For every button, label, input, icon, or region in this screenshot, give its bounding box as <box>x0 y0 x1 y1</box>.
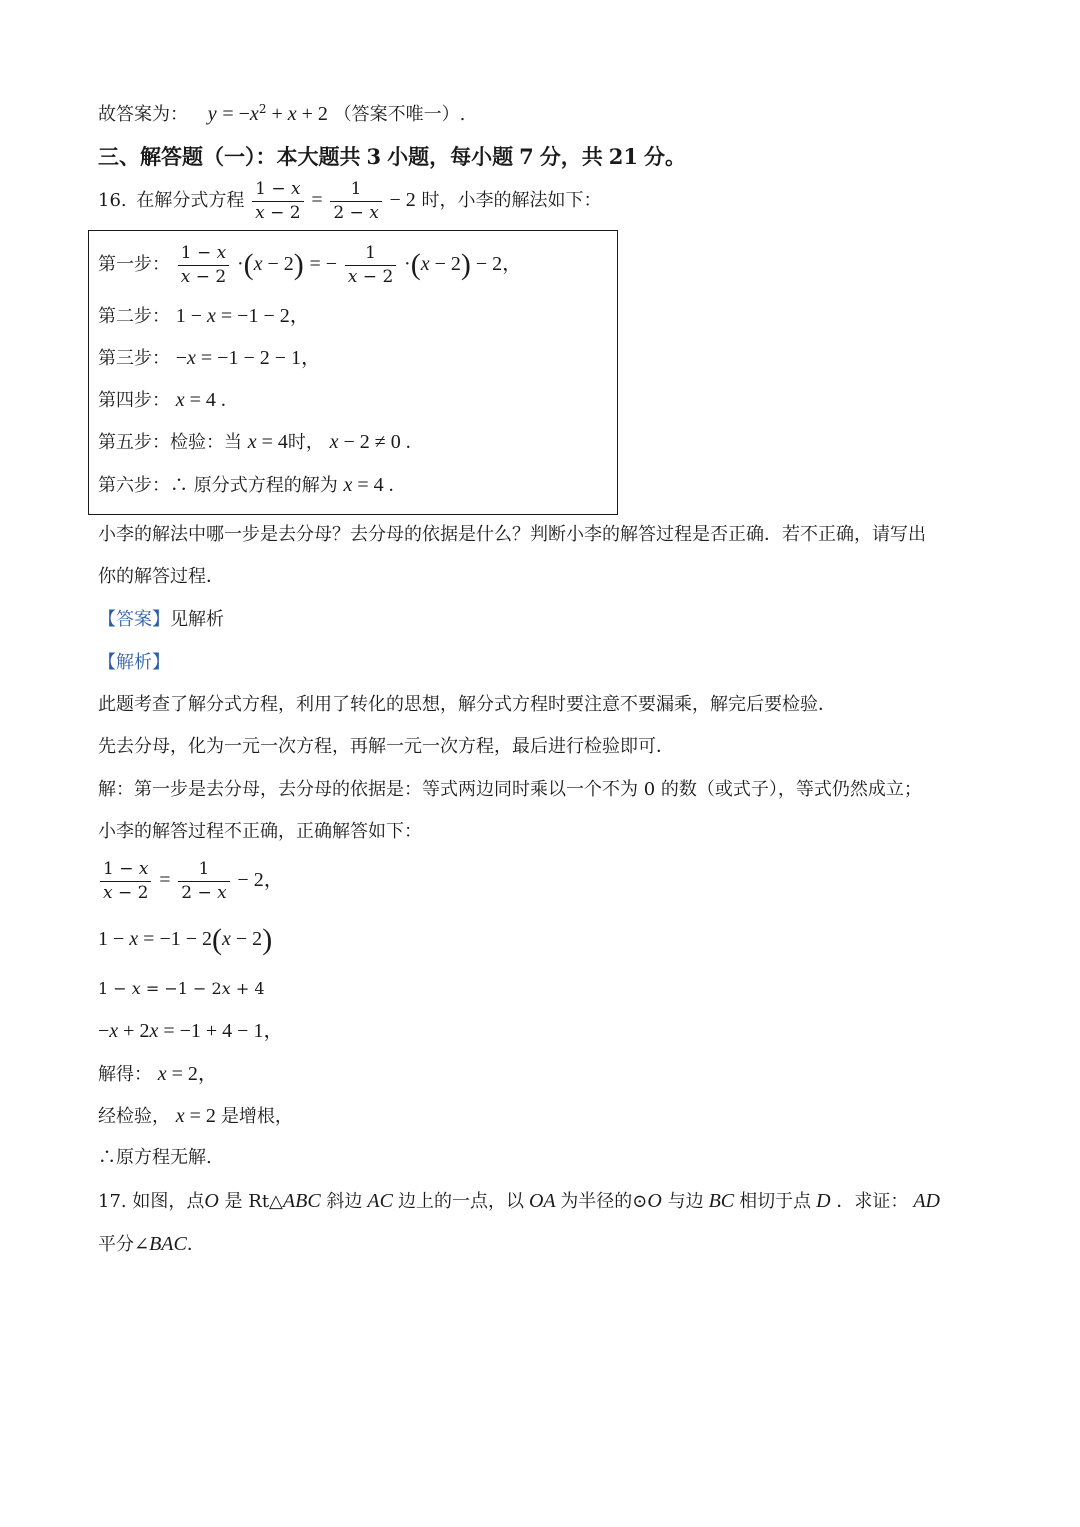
conclusion-line: ∴原方程无解. <box>98 1147 212 1168</box>
equation-2: 1 − x = −1 − 2(x − 2) <box>98 923 273 956</box>
formula: y <box>207 103 217 125</box>
question-17: 17. 如图，点O 是 Rt△ABC 斜边 AC 边上的一点，以 OA 为半径的⊙O 与边 BC 相切于点 D ．求证： AD <box>98 1190 940 1212</box>
equation-1: $\frac{1 - x}{x - 2}$ = $\frac{1}{2 - x}$ − 2， <box>98 860 284 902</box>
section-heading: 三、解答题（一）：本大题共 3 小题，每小题 7 分，共 21 分。 <box>98 144 686 169</box>
fraction: $\frac{1 - x}{x - 2}$ <box>252 180 303 222</box>
step-3: 第三步： −x = −1 − 2 − 1， <box>98 347 322 369</box>
question-16-prompt-cont: 你的解答过程． <box>98 566 224 587</box>
solution-text-1: 解：第一步是去分母，去分母的依据是：等式两边同时乘以一个不为 0 的数（或式子），等式仍然成立； <box>98 779 922 800</box>
step-2: 第二步： 1 − x = −1 − 2， <box>98 305 310 327</box>
step-5: 第五步：检验：当 x = 4时， x − 2 ≠ 0 . <box>98 431 411 453</box>
analysis-text-1: 此题考查了解分式方程，利用了转化的思想，解分式方程时要注意不要漏乘，解完后要检验． <box>98 694 836 715</box>
answer-lead: 故答案为： <box>98 104 188 125</box>
check-line: 经检验， x = 2 是增根， <box>98 1105 293 1127</box>
step-1: 第一步： $\frac{1 - x}{x - 2}$ ·(x − 2) = − $\frac{1}{x - 2}$ ·(x − 2) − 2， <box>98 243 523 287</box>
solution-text-2: 小李的解答过程不正确，正确解答如下： <box>98 821 422 842</box>
fraction: $\frac{1}{2 - x}$ <box>330 180 381 222</box>
question-16: 16. 在解分式方程 $\frac{1 - x}{x - 2}$ = $\frac{1}{2 - x}$ − 2 时，小李的解法如下： <box>98 179 602 223</box>
answer-tail: （答案不唯一）. <box>333 104 466 125</box>
analysis-text-2: 先去分母，化为一元一次方程，再解一元一次方程，最后进行检验即可． <box>98 736 674 757</box>
equation-3: 1 − x = −1 − 2x + 4 <box>98 979 265 998</box>
step-4: 第四步： x = 4 . <box>98 389 226 411</box>
question-17-cont: 平分∠BAC． <box>98 1233 205 1255</box>
answer-line: 【答案】见解析 <box>98 609 224 630</box>
step-6: 第六步：∴ 原分式方程的解为 x = 4 . <box>98 474 394 496</box>
analysis-tag: 【解析】 <box>98 652 170 673</box>
answer-tag: 【答案】 <box>98 609 170 630</box>
previous-answer-line: 故答案为： $y = -x^2 + x + 2$ （答案不唯一）. <box>98 102 466 125</box>
equation-4: −x + 2x = −1 + 4 − 1， <box>98 1020 284 1042</box>
question-16-prompt: 小李的解法中哪一步是去分母？去分母的依据是什么？判断小李的解答过程是否正确．若不正确，请写出 <box>98 524 926 545</box>
solved-line: 解得： x = 2， <box>98 1063 218 1085</box>
